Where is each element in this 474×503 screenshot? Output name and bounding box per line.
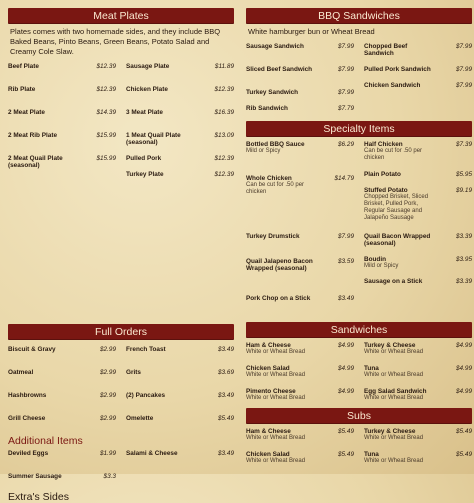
menu-item[interactable]: Whole Chicken $14.79 Can be cut for .50 per chicken xyxy=(246,175,354,195)
menu-item[interactable]: Summer Sausage $3.3 xyxy=(8,473,116,480)
subs-left-list xyxy=(246,428,354,474)
menu-item[interactable]: Beef Plate $12.39 xyxy=(8,63,116,70)
menu-item[interactable]: Egg Salad Sandwich $4.99 White or Wheat Bread xyxy=(364,388,472,401)
menu-item[interactable]: Turkey & Cheese $5.49 White or Wheat Bread xyxy=(364,428,472,441)
specialty-items-header: Specialty Items xyxy=(246,121,472,137)
menu-item[interactable]: Half Chicken $7.39 Can be cut for .50 per chicken xyxy=(364,141,472,161)
menu-item[interactable]: Chicken Sandwich $7.99 xyxy=(364,82,472,89)
menu-item[interactable]: Oatmeal $2.99 xyxy=(8,369,116,376)
subs-grid xyxy=(246,428,472,474)
menu-item[interactable]: Turkey & Cheese $4.99 White or Wheat Bread xyxy=(364,342,472,355)
menu-item[interactable]: Stuffed Potato $9.19 Chopped Brisket, Sliced Brisket, Pulled Pork, Regular Sausage and Jalapeño Sausage xyxy=(364,187,472,221)
menu-item[interactable]: Tuna $5.49 White or Wheat Bread xyxy=(364,451,472,464)
subs-right-list xyxy=(364,428,472,474)
menu-item[interactable]: Salami & Cheese $3.49 xyxy=(126,450,234,457)
specialty-left-list xyxy=(246,141,354,318)
menu-item[interactable]: Chicken Plate $12.39 xyxy=(126,86,234,93)
menu-item[interactable]: Grits $3.69 xyxy=(126,369,234,376)
menu-item[interactable]: Pimento Cheese $4.99 White or Wheat Bread xyxy=(246,388,354,401)
menu-item[interactable]: Plain Potato $5.95 xyxy=(364,171,472,178)
menu-item[interactable]: Turkey Sandwich $7.99 xyxy=(246,89,354,96)
menu-item[interactable]: Ham & Cheese $5.49 White or Wheat Bread xyxy=(246,428,354,441)
menu-item[interactable]: Sausage on a Stick $3.39 xyxy=(364,278,472,285)
menu-item[interactable]: Ham & Cheese $4.99 White or Wheat Bread xyxy=(246,342,354,355)
menu-item[interactable]: Grill Cheese $2.99 xyxy=(8,415,116,422)
menu-item[interactable]: Hashbrowns $2.99 xyxy=(8,392,116,399)
meat-plates-right-list xyxy=(126,63,234,194)
menu-item[interactable]: Quail Jalapeno Bacon Wrapped (seasonal) $3.59 xyxy=(246,258,354,272)
specialty-right-list xyxy=(364,141,472,318)
menu-item[interactable]: French Toast $3.49 xyxy=(126,346,234,353)
sandwiches-left-list xyxy=(246,342,354,406)
spacer xyxy=(8,194,234,324)
menu-item[interactable]: Sausage Plate $11.89 xyxy=(126,63,234,70)
full-orders-grid xyxy=(8,346,234,427)
menu-item[interactable]: Boudin $3.95 Mild or Spicy xyxy=(364,256,472,269)
sandwiches-header: Sandwiches xyxy=(246,322,472,338)
full-orders-header: Full Orders xyxy=(8,324,234,340)
right-column xyxy=(246,8,472,474)
meat-plates-intro: Plates comes with two homemade sides, and they include BBQ Baked Beans, Pinto Beans, Green Beans, Potato Salad and Creamy Cole Slaw. xyxy=(10,27,221,56)
menu-item[interactable]: Chopped Beef Sandwich $7.99 xyxy=(364,43,472,57)
additional-items-right-list xyxy=(126,450,234,485)
sandwiches-right-list xyxy=(364,342,472,406)
menu-item[interactable]: Bottled BBQ Sauce $6.29 Mild or Spicy xyxy=(246,141,354,154)
menu-item[interactable]: Turkey Drumstick $7.99 xyxy=(246,233,354,240)
full-orders-left-list xyxy=(8,346,116,427)
menu-item[interactable]: Chicken Salad $5.49 White or Wheat Bread xyxy=(246,451,354,464)
menu-item[interactable]: 2 Meat Rib Plate $15.99 xyxy=(8,132,116,139)
menu-item[interactable]: Rib Sandwich $7.79 xyxy=(246,105,354,112)
menu-item[interactable]: Omelette $5.49 xyxy=(126,415,234,422)
full-orders-right-list xyxy=(126,346,234,427)
sandwiches-grid xyxy=(246,342,472,406)
menu-item[interactable]: 3 Meat Plate $16.39 xyxy=(126,109,234,116)
extras-sides-heading: Extra's Sides xyxy=(8,491,69,503)
menu-item[interactable]: Rib Plate $12.39 xyxy=(8,86,116,93)
subs-header: Subs xyxy=(246,408,472,424)
menu-item[interactable]: 2 Meat Plate $14.39 xyxy=(8,109,116,116)
menu-item[interactable]: Biscuit & Gravy $2.99 xyxy=(8,346,116,353)
menu-item[interactable]: Pulled Pork $12.39 xyxy=(126,155,234,162)
specialty-items-grid xyxy=(246,141,472,318)
meat-plates-grid xyxy=(8,63,234,194)
meat-plates-header: Meat Plates xyxy=(8,8,234,24)
menu-item[interactable]: Sliced Beef Sandwich $7.99 xyxy=(246,66,354,73)
menu-item[interactable]: Quail Bacon Wrapped (seasonal) $3.39 xyxy=(364,233,472,247)
menu-item[interactable]: Tuna $4.99 White or Wheat Bread xyxy=(364,365,472,378)
menu-item[interactable]: Deviled Eggs $1.99 xyxy=(8,450,116,457)
menu-item[interactable]: 2 Meat Quail Plate (seasonal) $15.99 xyxy=(8,155,116,169)
bbq-sandwiches-header: BBQ Sandwiches xyxy=(246,8,472,24)
bbq-sandwiches-grid xyxy=(246,43,472,119)
menu-item[interactable]: Turkey Plate $12.39 xyxy=(126,171,234,178)
meat-plates-left-list xyxy=(8,63,116,194)
menu-item[interactable]: 1 Meat Quail Plate (seasonal) $13.09 xyxy=(126,132,234,146)
menu-item[interactable]: (2) Pancakes $3.49 xyxy=(126,392,234,399)
bbq-left-list xyxy=(246,43,354,119)
left-column xyxy=(8,8,234,503)
bbq-sandwiches-intro: White hamburger bun or Wheat Bread xyxy=(248,27,375,36)
additional-items-heading: Additional Items xyxy=(8,435,83,447)
additional-items-left-list xyxy=(8,450,116,485)
menu-item[interactable]: Sausage Sandwich $7.99 xyxy=(246,43,354,50)
menu-item[interactable]: Chicken Salad $4.99 White or Wheat Bread xyxy=(246,365,354,378)
additional-items-grid xyxy=(8,450,234,485)
menu-item[interactable]: Pulled Pork Sandwich $7.99 xyxy=(364,66,472,73)
menu-item[interactable]: Pork Chop on a Stick $3.49 xyxy=(246,295,354,302)
bbq-right-list xyxy=(364,43,472,119)
